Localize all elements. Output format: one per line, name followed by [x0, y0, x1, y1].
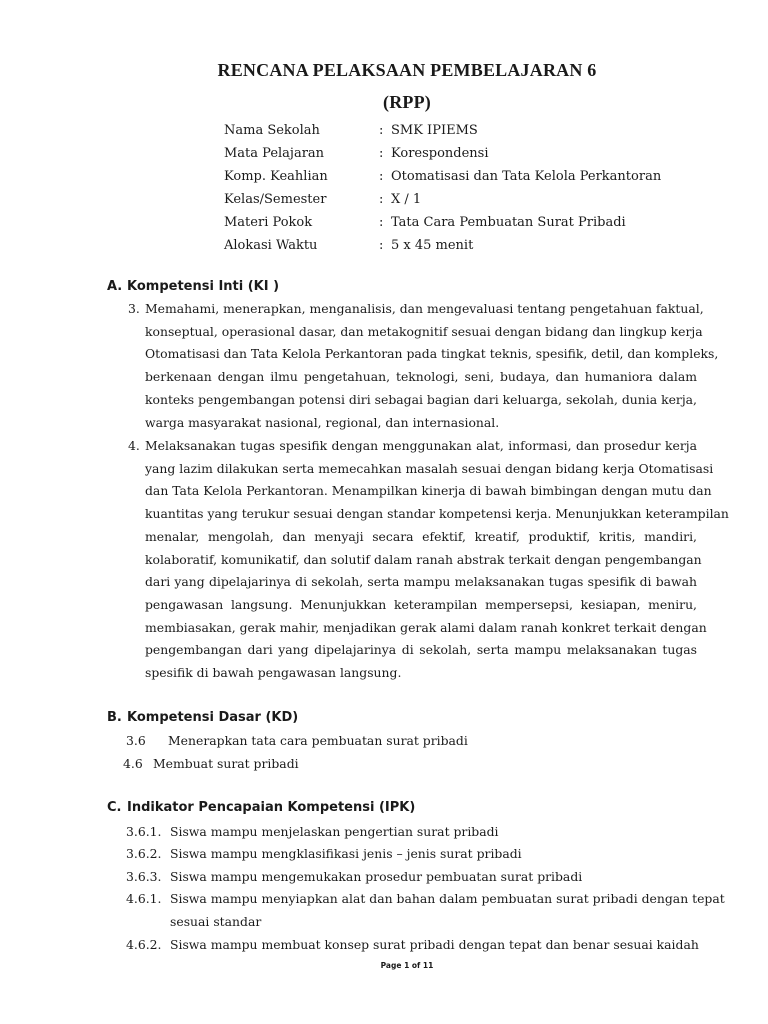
item-number: 4. [128, 438, 140, 453]
item-number: 4.6.1. [126, 891, 162, 906]
info-colon: : [379, 169, 384, 184]
item-text: Siswa mampu menyiapkan alat dan bahan dalam pembuatan surat pribadi dengan tepat [170, 891, 725, 906]
paragraph-line: kuantitas yang terukur sesuai dengan standar kompetensi kerja. Menunjukkan keterampilan [145, 506, 729, 522]
document-title: RENCANA PELAKSAAN PEMBELAJARAN 6 [217, 60, 597, 80]
page-footer: Page 1 of 11 [380, 961, 434, 970]
section-title: Indikator Pencapaian Kompetensi (IPK) [127, 800, 416, 815]
ipk-item [126, 821, 499, 844]
document-subtitle: (RPP) [383, 92, 431, 112]
ki-item-4 [128, 435, 729, 685]
info-label: Komp. Keahlian [224, 169, 328, 184]
info-value: SMK IPIEMS [391, 123, 478, 138]
paragraph-line: yang lazim dilakukan serta memecahkan masalah sesuai dengan bidang kerja Otomatisasi [145, 460, 714, 476]
paragraph-line: menalar, mengolah, dan menyaji secara efektif, kreatif, produktif, kritis, mandiri, [145, 528, 697, 544]
ki-item-3 [128, 298, 719, 434]
info-label: Mata Pelajaran [224, 146, 325, 161]
paragraph-line: spesifik di bawah pengawasan langsung. [145, 665, 402, 681]
section-title: Kompetensi Dasar (KD) [127, 710, 299, 725]
info-label: Alokasi Waktu [224, 238, 318, 253]
item-number: 3.6 [126, 733, 146, 748]
item-text: Siswa mampu mengemukakan prosedur pembuatan surat pribadi [170, 869, 583, 884]
item-number: 3.6.2. [126, 846, 162, 861]
paragraph-line: konseptual, operasional dasar, dan metakognitif sesuai dengan bidang dan lingkup kerja [145, 323, 703, 339]
ipk-item [126, 888, 725, 911]
info-colon: : [379, 192, 384, 207]
section-b-heading [107, 710, 298, 725]
ipk-item [126, 866, 582, 889]
ipk-item [126, 934, 699, 957]
info-value: 5 x 45 menit [391, 238, 474, 253]
info-value: Tata Cara Pembuatan Surat Pribadi [391, 215, 626, 230]
kd-item [123, 753, 299, 776]
info-colon: : [379, 238, 384, 253]
section-a-heading [107, 279, 279, 294]
ipk-item [126, 843, 522, 866]
section-letter: B. [107, 710, 122, 725]
item-text: Siswa mampu mengklasifikasi jenis – jenis surat pribadi [170, 846, 522, 861]
item-text: Membuat surat pribadi [153, 756, 299, 771]
paragraph-line: kolaboratif, komunikatif, dan solutif dalam ranah abstrak terkait dengan pengembangan [145, 551, 702, 567]
paragraph-line: pengawasan langsung. Menunjukkan keterampilan mempersepsi, kesiapan, meniru, [145, 596, 697, 612]
paragraph-line: dari yang dipelajarinya di sekolah, serta mampu melaksanakan tugas spesifik di bawah [145, 574, 697, 590]
item-number: 3. [128, 301, 140, 316]
kd-item [126, 730, 468, 753]
ipk-item-continuation [170, 911, 261, 934]
paragraph-line: Otomatisasi dan Tata Kelola Perkantoran pada tingkat teknis, spesifik, detil, dan kompleks, [145, 346, 719, 362]
paragraph-line: Memahami, menerapkan, menganalisis, dan mengevaluasi tentang pengetahuan faktual, [145, 301, 704, 316]
paragraph-line: dan Tata Kelola Perkantoran. Menampilkan kinerja di bawah bimbingan dengan mutu dan [145, 483, 712, 499]
info-colon: : [379, 215, 384, 230]
item-number: 4.6 [123, 756, 143, 771]
info-value: X / 1 [391, 192, 422, 207]
info-value: Otomatisasi dan Tata Kelola Perkantoran [391, 169, 662, 184]
item-number: 3.6.3. [126, 869, 162, 884]
info-label: Nama Sekolah [224, 123, 320, 138]
paragraph-line: membiasakan, gerak mahir, menjadikan gerak alami dalam ranah konkret terkait dengan [145, 619, 707, 635]
info-label: Kelas/Semester [224, 192, 327, 207]
paragraph-line: berkenaan dengan ilmu pengetahuan, teknologi, seni, budaya, dan humaniora dalam [145, 369, 697, 385]
info-colon: : [379, 123, 384, 138]
info-colon: : [379, 146, 384, 161]
item-number: 3.6.1. [126, 824, 162, 839]
section-c-heading [107, 800, 415, 815]
item-text: Menerapkan tata cara pembuatan surat pribadi [168, 733, 468, 748]
paragraph-line: konteks pengembangan potensi diri sebagai bagian dari keluarga, sekolah, dunia kerja, [145, 391, 697, 407]
item-text: sesuai standar [170, 914, 262, 929]
info-value: Korespondensi [391, 146, 489, 161]
item-text: Siswa mampu membuat konsep surat pribadi dengan tepat dan benar sesuai kaidah [170, 937, 699, 952]
section-letter: A. [107, 279, 123, 294]
section-letter: C. [107, 800, 122, 815]
paragraph-line: Melaksanakan tugas spesifik dengan menggunakan alat, informasi, dan prosedur kerja [145, 438, 697, 453]
paragraph-line: warga masyarakat nasional, regional, dan internasional. [145, 414, 500, 430]
paragraph-line: pengembangan dari yang dipelajarinya di sekolah, serta mampu melaksanakan tugas [145, 642, 697, 658]
item-number: 4.6.2. [126, 937, 162, 952]
item-text: Siswa mampu menjelaskan pengertian surat pribadi [170, 824, 499, 839]
section-title: Kompetensi Inti (KI ) [127, 279, 280, 294]
info-label: Materi Pokok [224, 215, 313, 230]
